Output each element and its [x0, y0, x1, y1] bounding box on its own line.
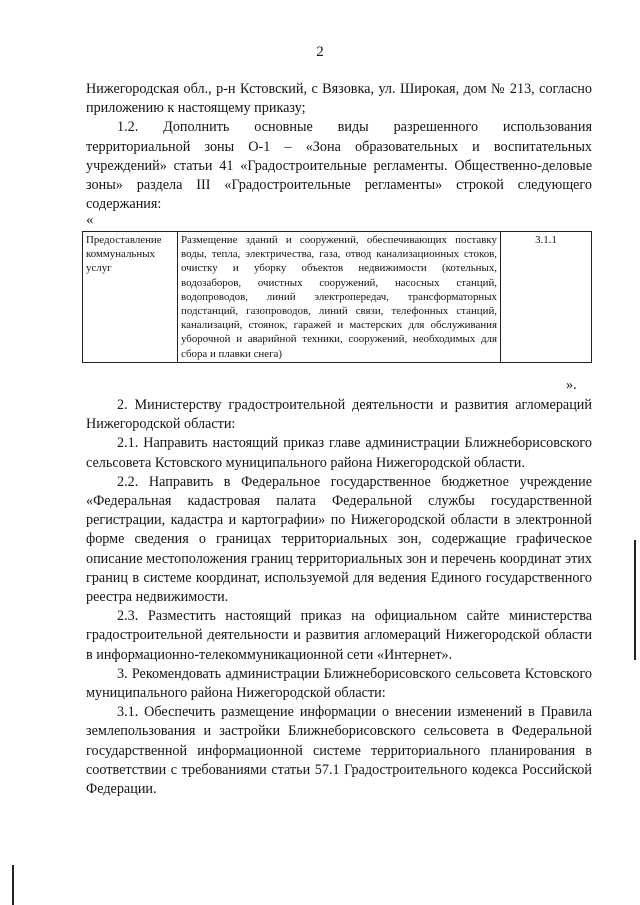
- opening-quote: «: [86, 212, 94, 228]
- page-number: 2: [316, 44, 324, 60]
- use-type-description: Размещение зданий и сооружений, обеспечивающих поставку воды, тепла, электричества, газа, отвод канализационных стоков, очистку и уборку объектов недвижимости (котельных, водозаборов, очистных сооружений, насосных станций, водопроводов, линий электропередач, трансформаторных подстанций, газопроводов, линий связи, телефонных станций, канализаций, стоянок, гаражей и мастерских для обслуживания уборочной и аварийной техники, сооружений, необходимых для сбора и плавки снега): [178, 232, 501, 363]
- regulation-table: [82, 231, 592, 363]
- paragraph-3-1: 3.1. Обеспечить размещение информации о внесении изменений в Правила землепользования и застройки Ближнеборисовского сельсовета в Федеральной государственной информационной системе территориального планирования в соответствии с требованиями статьи 57.1 Градостроительного кодекса Российской Федерации.: [86, 704, 592, 798]
- scan-margin-mark-left: [12, 865, 14, 905]
- closing-quote: ».: [566, 377, 577, 393]
- table-row: [83, 232, 592, 363]
- body-block: [86, 396, 592, 799]
- use-type-code: 3.1.1: [501, 232, 592, 363]
- paragraph-1-2: 1.2. Дополнить основные виды разрешенного использования территориальной зоны О-1 – «Зона образовательных и воспитательных учреждений» статьи 41 «Градостроительные регламенты. Общественно-деловые зоны» раздела III «Градостроительные регламенты» строкой следующего содержания:: [86, 119, 592, 213]
- paragraph-3: 3. Рекомендовать администрации Ближнеборисовского сельсовета Кстовского муниципального района Нижегородской области:: [86, 665, 592, 702]
- paragraph-2-2: 2.2. Направить в Федеральное государственное бюджетное учреждение «Федеральная кадастровая палата Федеральной службы государственной регистрации, кадастра и картографии» по Нижегородской области в электронной форме сведения о границах территориальных зон, содержащие графическое описание местоположения границ территориальных зон и перечень координат этих границ в системе координат, используемой для ведения Единого государственного реестра недвижимости.: [86, 473, 592, 606]
- paragraph-2-1: 2.1. Направить настоящий приказ главе администрации Ближнеборисовского сельсовета Кстовского муниципального района Нижегородской области.: [86, 435, 592, 471]
- paragraph-2-3: 2.3. Разместить настоящий приказ на официальном сайте министерства градостроительной деятельности и развития агломераций Нижегородской области в информационно-телекоммуникационной сети «Интернет».: [86, 608, 592, 663]
- scan-margin-mark-right: [634, 540, 636, 660]
- intro-block: [86, 80, 592, 214]
- use-type-name: Предоставление коммунальных услуг: [83, 232, 178, 363]
- paragraph-2: 2. Министерству градостроительной деятельности и развития агломераций Нижегородской области:: [86, 397, 592, 433]
- intro-paragraph: Нижегородская обл., р-н Кстовский, с Вязовка, ул. Широкая, дом № 213, согласно приложению к настоящему приказу;: [86, 81, 592, 117]
